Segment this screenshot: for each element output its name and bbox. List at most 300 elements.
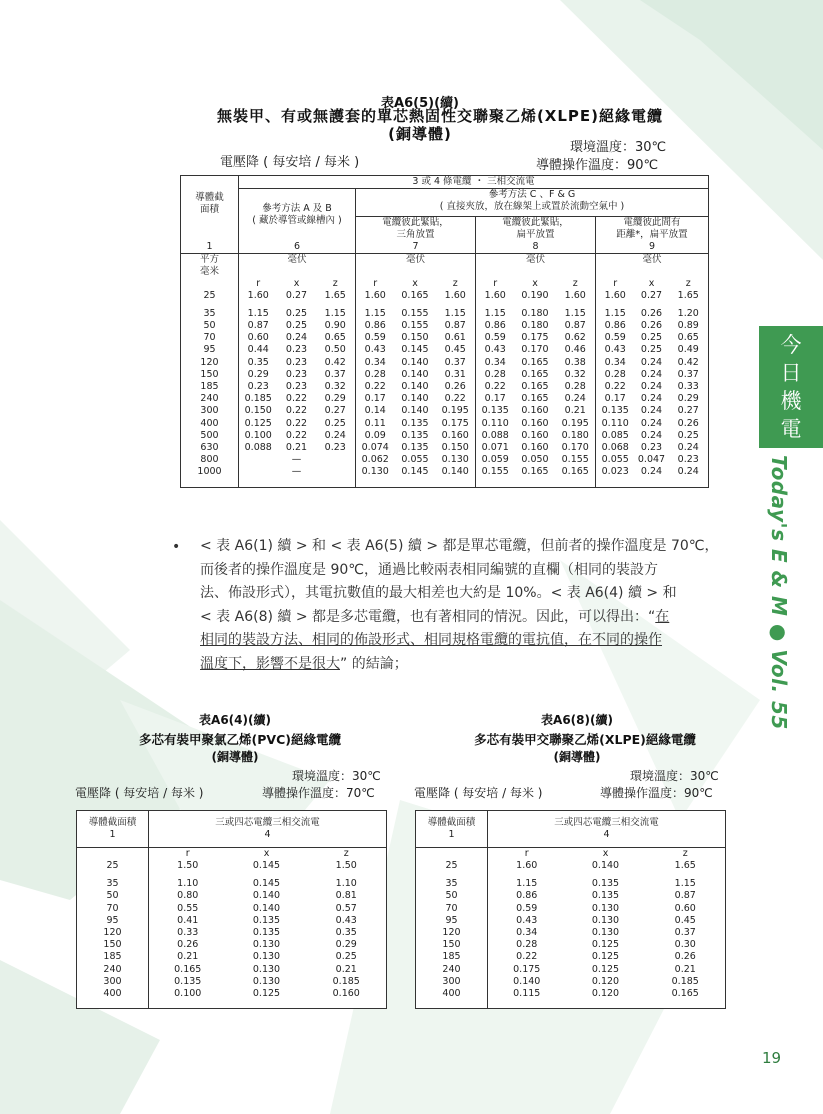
value-cell: 0.130 [441,454,469,466]
body-paragraph [200,535,745,676]
value-cell: 0.21 [335,963,357,975]
value-cell: 0.135 [596,405,635,417]
value-cell: 0.165 [671,988,699,1000]
value-cell: 0.180 [521,307,549,319]
value-cell: 0.145 [252,878,281,890]
value-cell: 0.22 [488,951,566,963]
value-cell: 0.130 [591,914,620,926]
value-cell: 0.23 [285,344,308,356]
area-cell: 240 [103,963,122,975]
value-cell: 0.87 [239,320,278,332]
value-cell: 0.29 [324,393,346,405]
group-num: 4 [264,829,271,840]
table-row [416,951,726,963]
left-operating-temp: 導體操作溫度：70℃ [262,786,375,800]
value-cell: 0.49 [677,344,699,356]
value-cell: 0.135 [252,914,281,926]
value-cell: 1.15 [488,872,566,890]
value-cell: 1.60 [239,290,278,302]
value-cell: 0.38 [564,356,586,368]
value-cell: 0.65 [677,332,699,344]
value-cell: 1.50 [149,860,227,872]
value-cell: 0.42 [677,356,699,368]
value-cell: 0.175 [441,417,469,429]
value-cell: 0.050 [521,454,549,466]
value-cell: 0.17 [596,393,635,405]
value-cell: 0.135 [252,927,281,939]
area-num: 1 [448,829,455,840]
value-cell [239,454,278,466]
value-cell: 0.21 [285,441,308,453]
value-cell: 0.088 [476,430,515,442]
value-cell: 0.140 [252,902,281,914]
value-cell: 0.25 [640,344,663,356]
value-cell: 0.27 [285,289,308,301]
table-row [416,890,726,902]
table-row [416,939,726,951]
area-cell: 300 [103,975,122,987]
value-cell: 0.61 [444,332,466,344]
right-table-title: 表A6(8)(續) [541,713,613,727]
value-cell: 0.088 [239,442,278,454]
value-cell: 0.65 [324,332,346,344]
value-cell: 0.24 [640,356,663,368]
area-cell: 400 [442,988,461,1000]
value-cell: 0.125 [591,951,620,963]
unit-area-line2: 毫米 [199,265,219,277]
value-cell: 0.24 [640,393,663,405]
section-char: 今 [780,333,802,357]
value-cell: 0.34 [596,357,635,369]
area-cell: 1000 [197,466,222,478]
value-cell: 1.60 [476,290,515,302]
value-cell: 0.23 [285,356,308,368]
symbol-r: r [488,848,566,861]
value-cell: 0.150 [239,405,278,417]
value-cell: 0.37 [677,368,699,380]
value-cell: 0.55 [149,903,227,915]
table-row [416,915,726,927]
table-row [416,927,726,939]
table-row [181,332,709,344]
table-row [77,964,387,976]
value-cell: 1.15 [356,302,395,320]
value-cell: 0.59 [476,332,515,344]
value-cell: 0.86 [488,890,566,902]
col7-line2: 三角放置 [396,228,435,240]
table-row [181,290,709,302]
table-row [416,976,726,988]
left-voltage-drop-label: 電壓降 ( 每安培 / 每米 ) [75,786,204,800]
value-cell: 0.135 [476,405,515,417]
symbol-z: z [685,277,691,289]
value-cell: 0.023 [596,466,635,487]
value-cell: 1.10 [335,878,357,890]
value-cell: 0.21 [564,405,586,417]
value-cell: 1.15 [444,307,466,319]
group-num: 4 [603,829,610,840]
value-cell: 0.25 [324,417,346,429]
table-row [181,442,709,454]
value-cell: 0.23 [285,368,308,380]
top-table-subtitle: 無裝甲、有或無護套的單芯熱固性交聯聚乙烯(XLPE)絕緣電纜 [216,107,664,125]
table-row [416,860,726,872]
value-cell: 0.130 [252,963,281,975]
value-cell: 0.165 [521,466,549,478]
table-row [181,369,709,381]
area-label-line2: 面積 [199,204,219,215]
value-cell: 0.195 [561,417,589,429]
area-cell: 300 [200,405,219,417]
value-cell: 0.24 [564,393,586,405]
symbol-z: z [572,277,578,289]
value-cell: 0.50 [324,344,346,356]
value-cell: 0.085 [596,430,635,442]
page-number: 19 [762,1049,782,1067]
left-ambient-temp: 環境溫度：30℃ [292,769,381,783]
table-row [77,939,387,951]
symbol-r: r [596,278,635,290]
col8-line1: 電纜彼此緊貼， [502,216,569,228]
value-cell: 0.115 [488,988,566,1009]
top-table-title: 表A6(5)(續) [381,96,459,111]
value-cell: 1.15 [674,878,696,890]
value-cell: 1.20 [677,307,699,319]
value-cell: 0.89 [677,319,699,331]
value-cell: 0.29 [677,393,699,405]
magazine-title: Today's E & M ● Vol. 55 [767,455,791,730]
value-cell: — [291,466,302,478]
value-cell: 1.15 [324,307,346,319]
table-row [77,988,387,1009]
value-cell: 0.155 [561,454,589,466]
value-cell: 0.068 [596,442,635,454]
value-cell: 0.165 [521,368,549,380]
value-cell: 0.140 [441,466,469,478]
value-cell: 0.59 [488,903,566,915]
right-data-table [415,810,726,1009]
value-cell: 0.33 [677,380,699,392]
area-cell: 630 [200,441,219,453]
value-cell: 0.110 [476,418,515,430]
value-cell: 1.65 [324,289,346,301]
group-title: 3 或 4 條電纜 ・ 三相交流電 [239,176,709,189]
underlined-text: 溫度下，影響不是很大 [200,655,340,672]
area-cell: 95 [106,914,119,926]
table-row [416,988,726,1009]
value-cell: 0.87 [564,319,586,331]
value-cell: 0.27 [640,289,663,301]
value-cell: 0.87 [444,319,466,331]
value-cell: 0.140 [488,976,566,988]
area-cell: 95 [445,914,458,926]
value-cell: 0.46 [564,344,586,356]
paragraph-line: < 表 A6(8) 續 > 都是多芯電纜，也有著相同的情況。因此，可以得出：“ [200,608,656,625]
value-cell: 0.86 [356,320,395,332]
value-cell: 0.24 [285,332,308,344]
area-cell: 50 [203,319,216,331]
value-cell: 1.10 [149,872,227,890]
value-cell: 0.074 [356,442,395,454]
col8-line2: 扁平放置 [516,228,555,240]
value-cell: 0.165 [521,393,549,405]
value-cell: 0.25 [677,429,699,441]
col7-num: 7 [356,241,476,254]
table-row [416,872,726,890]
top-voltage-drop-label: 電壓降 ( 每安培 / 每米 ) [220,155,360,170]
method-ab-line1: 參考方法 A 及 B [262,203,332,214]
value-cell: 0.43 [596,344,635,356]
area-cell: 150 [200,368,219,380]
value-cell: 0.28 [596,369,635,381]
table-row [416,903,726,915]
area-cell: 300 [442,975,461,987]
table-row [181,430,709,442]
area-cell: 800 [200,454,219,466]
value-cell: 0.34 [356,357,395,369]
area-cell: 50 [445,890,458,902]
value-cell: 0.25 [335,951,357,963]
value-cell: 0.175 [521,332,549,344]
value-cell: 0.185 [332,975,360,987]
value-cell: 0.135 [591,878,620,890]
value-cell: 0.055 [401,454,429,466]
area-label-line1: 導體截 [195,192,224,203]
value-cell: 0.60 [674,902,696,914]
value-cell: 0.14 [356,405,395,417]
value-cell: 0.25 [640,332,663,344]
value-cell: 0.26 [640,319,663,331]
top-ambient-temp: 環境溫度：30℃ [570,140,667,155]
symbol-r: r [149,848,227,861]
value-cell: 0.125 [252,988,281,1000]
value-cell: 0.055 [596,454,635,466]
area-label: 導體截面積 [427,817,476,828]
value-cell: 0.140 [591,860,620,871]
area-cell: 25 [106,860,119,871]
table-row [416,964,726,976]
value-cell: 0.130 [252,939,281,951]
value-cell: 0.60 [239,332,278,344]
value-cell: 0.135 [401,429,429,441]
col9-num: 9 [596,241,709,254]
table-row [181,466,709,487]
area-cell: 25 [445,860,458,871]
value-cell: 0.120 [591,988,620,1000]
value-cell: 0.145 [401,344,429,356]
method-cfg-line2: ( 直接夾放，放在線架上或置於流動空氣中 ) [439,201,625,212]
area-cell: 150 [103,939,122,951]
value-cell: 1.60 [488,860,566,872]
value-cell: 0.175 [488,964,566,976]
paragraph-ending: ” 的結論； [340,655,408,672]
value-cell: 0.185 [239,393,278,405]
value-cell: 0.21 [674,963,696,975]
right-ambient-temp: 環境溫度：30℃ [630,769,719,783]
table-row [77,860,387,872]
value-cell: 0.100 [149,988,227,1009]
value-cell: 0.130 [252,975,281,987]
value-cell: 0.30 [674,939,696,951]
value-cell: 0.32 [324,380,346,392]
value-cell: 0.180 [521,319,549,331]
right-operating-temp: 導體操作溫度：90℃ [600,786,713,800]
value-cell: 0.41 [149,915,227,927]
value-cell: 0.43 [356,344,395,356]
top-table-conductor: (銅導體) [388,125,452,143]
table-row [181,357,709,369]
value-cell: 0.145 [401,466,429,478]
symbol-z: z [332,277,338,289]
area-cell: 185 [442,951,461,963]
value-cell: 0.135 [591,890,620,902]
value-cell: 0.34 [488,927,566,939]
value-cell: 0.62 [564,332,586,344]
value-cell: 0.22 [476,381,515,393]
table-row [181,381,709,393]
value-cell: 0.160 [521,405,549,417]
symbol-z: z [682,848,688,859]
value-cell: 0.130 [356,466,395,487]
value-cell: 0.195 [441,405,469,417]
value-cell: 0.26 [444,380,466,392]
group-title: 三或四芯電纜三相交流電 [554,817,659,828]
value-cell: 0.09 [356,430,395,442]
value-cell: 0.43 [488,915,566,927]
value-cell: 0.160 [521,441,549,453]
unit-mv: 毫伏 [239,253,356,278]
col9-line2: 距離*，扁平放置 [616,228,688,240]
value-cell: 0.180 [561,429,589,441]
value-cell: 0.155 [476,466,515,487]
area-cell: 70 [106,902,119,914]
value-cell: 0.28 [476,369,515,381]
area-cell: 240 [442,963,461,975]
value-cell: 0.80 [149,890,227,902]
area-cell: 150 [442,939,461,951]
symbol-z: z [343,848,349,859]
symbol-x: x [293,277,300,289]
value-cell: 1.60 [444,289,466,301]
left-table-title: 表A6(4)(續) [199,713,271,727]
value-cell: 0.35 [335,927,357,939]
table-row [77,927,387,939]
symbol-x: x [648,277,655,289]
left-data-table [76,810,387,1009]
area-cell: 400 [200,417,219,429]
area-cell: 185 [103,951,122,963]
col9-line1: 電纜彼此間有 [623,216,681,228]
top-operating-temp: 導體操作溫度：90℃ [536,158,659,173]
table-row [181,302,709,320]
value-cell: 0.21 [149,951,227,963]
value-cell: 0.24 [640,405,663,417]
area-cell: 400 [103,988,122,1000]
value-cell: 0.33 [149,927,227,939]
value-cell [316,466,356,487]
value-cell: 0.29 [239,369,278,381]
value-cell: 0.23 [640,441,663,453]
value-cell: 0.150 [441,441,469,453]
value-cell: 0.150 [401,332,429,344]
value-cell: 0.23 [285,380,308,392]
value-cell: 0.110 [596,418,635,430]
value-cell: 1.15 [476,302,515,320]
value-cell: 0.43 [476,344,515,356]
value-cell: 0.11 [356,418,395,430]
value-cell [239,466,278,487]
value-cell: 0.140 [401,405,429,417]
value-cell: 1.15 [239,302,278,320]
unit-mv: 毫伏 [356,253,476,278]
value-cell: 0.24 [640,380,663,392]
value-cell: 0.135 [401,417,429,429]
area-cell: 70 [445,902,458,914]
value-cell: 0.26 [149,939,227,951]
left-table-conductor: (銅導體) [211,750,259,764]
value-cell: 0.071 [476,442,515,454]
area-cell: 185 [200,380,219,392]
value-cell: 1.50 [335,860,357,871]
table-row [181,405,709,417]
area-cell: 95 [203,344,216,356]
section-char: 電 [780,417,802,441]
area-cell: 70 [203,332,216,344]
table-row [181,418,709,430]
paragraph-line: < 表 A6(1) 續 > 和 < 表 A6(5) 續 > 都是單芯電纜，但前者的操作溫度是 70℃， [200,538,719,554]
value-cell: 0.26 [674,951,696,963]
table-row [181,454,709,466]
value-cell: 0.165 [561,466,589,478]
value-cell: 1.65 [674,860,696,871]
value-cell: 0.24 [324,429,346,441]
right-voltage-drop-label: 電壓降 ( 每安培 / 每米 ) [414,786,543,800]
value-cell: 0.17 [356,393,395,405]
value-cell: 0.23 [324,441,346,453]
value-cell: 0.125 [591,939,620,951]
value-cell: 0.160 [441,429,469,441]
value-cell: — [291,454,302,466]
value-cell: 1.15 [564,307,586,319]
value-cell: 0.22 [285,393,308,405]
table-row [77,872,387,890]
value-cell: 0.81 [335,890,357,902]
value-cell: 0.86 [476,320,515,332]
section-char: 機 [780,389,802,413]
area-cell: 35 [203,307,216,319]
paragraph-line: 法、佈設形式），其電抗數值的最大相差也大約是 10%。< 表 A6(4) 續 > 和 [200,585,677,601]
value-cell: 1.60 [596,290,635,302]
table-row [181,393,709,405]
value-cell: 0.140 [401,380,429,392]
value-cell: 0.130 [591,902,620,914]
group-title: 三或四芯電纜三相交流電 [215,817,320,828]
value-cell: 0.140 [401,356,429,368]
value-cell: 0.165 [401,289,429,301]
value-cell: 0.100 [239,430,278,442]
unit-mv: 毫伏 [596,253,709,278]
area-cell: 35 [445,878,458,890]
right-table-conductor: (銅導體) [553,750,601,764]
value-cell: 1.60 [356,290,395,302]
value-cell: 0.17 [476,393,515,405]
value-cell: 0.27 [324,405,346,417]
value-cell: 0.24 [677,441,699,453]
value-cell: 0.86 [596,320,635,332]
value-cell: 0.26 [677,417,699,429]
value-cell: 0.37 [674,927,696,939]
symbol-r: r [239,278,278,290]
